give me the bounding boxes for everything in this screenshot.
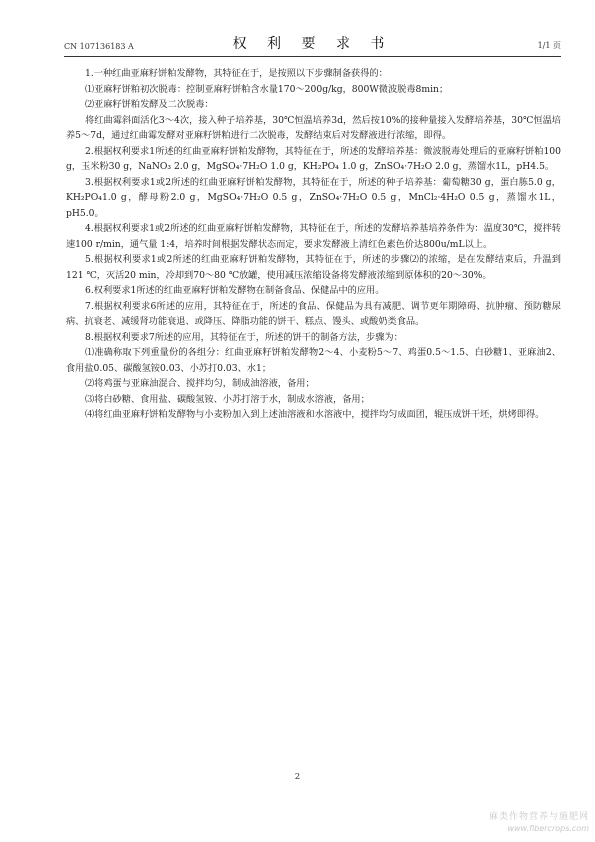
claim-7: 7.根据权利要求6所述的应用，其特征在于，所述的食品、保健品为具有减肥、调节更年期障碍、抗肿瘤、预防糖尿病、抗衰老、减缓肾功能衰退、或降压、降脂功能的饼干、糕点、馒头、或酸奶类食品。 <box>66 300 561 327</box>
claim-8-step-4: ⑷将红曲亚麻籽饼粕发酵物与小麦粉加入到上述油溶液和水溶液中，搅拌均匀成面团，辊压成饼干坯，烘烤即得。 <box>85 409 545 420</box>
claim-8-step-1: ⑴准确称取下列重量份的各组分：红曲亚麻籽饼粕发酵物2～4、小麦粉5～7、鸡蛋0.5～1.5、白砂糖1、亚麻油2、食用盐0.05、碳酸氢铵0.03、小苏打0.03、水1； <box>66 347 561 374</box>
claim-3: 3.根据权利要求1或2所述的红曲亚麻籽饼粕发酵物，其特征在于，所述的种子培养基：葡萄糖30 g，蛋白胨5.0 g，KH₂PO₄1.0 g，酵母粉2.0 g，MgSO₄·7H₂O 0.5 g，ZnSO₄·7H₂O 0.5 g，MnCl₂·4H₂O 0.5 g，蒸馏水1L，pH5.0。 <box>66 176 561 219</box>
claim-1-step-2: ⑵亚麻籽饼粕发酵及二次脱毒： <box>85 99 214 110</box>
document-title: 权 利 要 求 书 <box>232 36 393 52</box>
claim-2: 2.根据权利要求1所述的红曲亚麻籽饼粕发酵物，其特征在于，所述的发酵培养基：微波脱毒处理后的亚麻籽饼粕100 g，玉米粉30 g，NaNO₃ 2.0 g，MgSO₄·7H₂O 1.0 g，KH₂PO₄ 1.0 g，ZnSO₄·7H₂O 2.0 g，蒸馏水1L，pH4.5。 <box>66 145 561 172</box>
claims-body <box>66 66 561 423</box>
site-watermark <box>489 812 589 834</box>
claim-1: 1.一种红曲亚麻籽饼粕发酵物，其特征在于，是按照以下步骤制备获得的： <box>85 68 388 79</box>
document-header <box>64 34 561 57</box>
claim-6: 6.权利要求1所述的红曲亚麻籽饼粕发酵物在制备食品、保健品中的应用。 <box>85 285 385 296</box>
watermark-site-name: 麻类作物营养与施肥网 <box>488 812 589 822</box>
claim-8-step-2: ⑵将鸡蛋与亚麻油混合、搅拌均匀，制成油溶液，备用； <box>85 378 315 389</box>
claim-5: 5.根据权利要求1或2所述的红曲亚麻籽饼粕发酵物，其特征在于，所述的步骤⑵的浓缩，是在发酵结束后，升温到121 ℃，灭活20 min，冷却到70～80 ℃放罐，使用减压浓缩设备将发酵液浓缩到原体积的20～30%。 <box>66 254 561 281</box>
claim-4: 4.根据权利要求1或2所述的红曲亚麻籽饼粕发酵物，其特征在于，所述的发酵培养基培养条件为：温度30℃，搅拌转速100 r/min，通气量 1:4，培养时间根据发酵状态而定，要求发酵液上清红色素色价达800u/mL以上。 <box>66 223 561 250</box>
claim-8-step-3: ⑶将白砂糖、食用盐、碳酸氢铵、小苏打溶于水，制成水溶液，备用； <box>85 393 370 405</box>
claim-1-step-2-detail: 将红曲霉斜面活化3～4次，接入种子培养基，30℃恒温培养3d，然后按10%的接种量接入发酵培养基，30℃恒温培养5～7d，通过红曲霉发酵对亚麻籽饼粕进行二次脱毒，发酵结束后对发酵液进行浓缩，即得。 <box>66 114 561 141</box>
page-number: 2 <box>294 772 301 782</box>
page-info: 1/1 页 <box>537 41 561 50</box>
claim-1-step-1: ⑴亚麻籽饼粕初次脱毒：控制亚麻籽饼粕含水量170～200g/kg，800W微波脱毒8min； <box>85 83 449 95</box>
claim-8: 8.根据权利要求7所述的应用，其特征在于，所述的饼干的制备方法，步骤为： <box>85 331 403 343</box>
publication-number: CN 107136183 A <box>64 42 134 51</box>
watermark-site-url: www.fibercrops.com <box>507 824 589 833</box>
